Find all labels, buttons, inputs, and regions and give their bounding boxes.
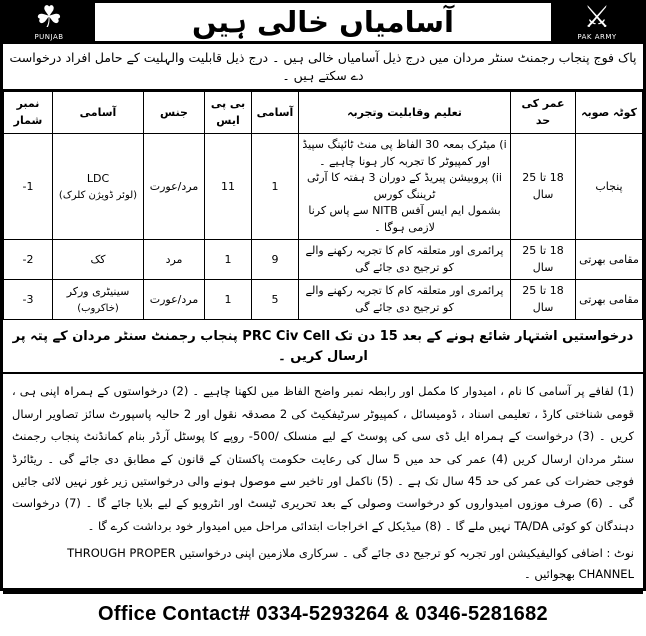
cell-post-name	[53, 134, 144, 240]
vacancy-table	[3, 91, 643, 320]
post-name-urdu: (خاکروب)	[77, 302, 119, 314]
cell-posts: 9	[252, 240, 299, 280]
table-row	[4, 134, 643, 240]
cell-gender: مرد	[144, 240, 205, 280]
crest-left-icon: ☘ PUNJAB	[34, 0, 64, 41]
column-header-age: عمر کی حد	[511, 92, 576, 134]
cell-serial: 1-	[4, 134, 53, 240]
office-phone-2: 0346-5281682	[415, 602, 548, 625]
cell-posts: 5	[252, 280, 299, 320]
advert-header	[3, 0, 643, 44]
cell-gender: مرد/عورت	[144, 280, 205, 320]
column-header-serial: نمبر شمار	[4, 92, 53, 134]
conditions-section	[3, 374, 643, 543]
title-container	[95, 3, 551, 41]
post-name-urdu: (لوئر ڈویژن کلرک)	[58, 189, 138, 201]
table-row	[4, 280, 643, 320]
qualification-line: بشمول ایم ایس آفس NITB سے پاس کرنا لازمی ہوگا ۔	[308, 204, 501, 234]
post-name-text: کک	[90, 252, 106, 266]
cell-quota: پنجاب	[576, 134, 643, 240]
qualification-line: پرائمری اور متعلقہ کام کا تجربہ رکھنے والے کو ترجیح دی جائے گی	[305, 244, 504, 274]
column-header-gender: جنس	[144, 92, 205, 134]
table-header-row	[4, 92, 643, 134]
cell-qualification	[299, 134, 511, 240]
cell-bps: 11	[205, 134, 252, 240]
punjab-government-crest	[3, 0, 95, 41]
qualification-line: ii) پروبیشن پیریڈ کے دوران 3 ہفتہ کا آرٹی ٹریننگ کورس	[307, 171, 502, 201]
crest-right-icon: ⚔ PAK ARMY	[577, 0, 617, 41]
cell-bps: 1	[205, 240, 252, 280]
page-title: آسامیاں خالی ہیں	[192, 5, 454, 39]
cell-post-name	[53, 280, 144, 320]
office-contact-label: Office Contact#	[98, 602, 251, 625]
table-row	[4, 240, 643, 280]
qualification-line: i) میٹرک بمعہ 30 الفاظ پی منٹ ٹائپنگ سپیڈ اور کمپیوٹر کا تجربہ کار ہونا چاہیے ۔	[302, 138, 507, 168]
cell-serial: 2-	[4, 240, 53, 280]
cell-quota: مقامی بھرتی	[576, 280, 643, 320]
cell-age: 18 تا 25 سال	[511, 134, 576, 240]
cell-post-name	[53, 240, 144, 280]
column-header-quota: کوٹہ صوبہ	[576, 92, 643, 134]
conditions-text: (1) لفافے پر آسامی کا نام ، امیدوار کا مکمل اور رابطہ نمبر واضح الفاظ میں لکھنا چاہیے ۔ (2) درخواستوں کے ہمراہ اپنی ہی ، قومی شناختی کارڈ ، تعلیمی اسناد ، ڈومیسائل ، کمپیوٹر سرٹیفکیٹ کی 2 مصدقہ نقول اور 2 حالیہ پاسپورٹ سائز تصاویر ارسال کریں ۔ (3) درخواست کے ہمراہ ایل ڈی سی کی پوسٹ کے لیے منسلک /500- روپے کا پوسٹل آرڈر بنام کمانڈنٹ پنجاب رجمنٹ سنٹر مردان ارسال کریں (4) عمر کی حد میں 5 سال کی رعایت حکومت پاکستان کے قانون کے مطابق دی جائے گی ۔ ریٹائرڈ فوجی حضرات کی عمر کی حد 45 سال تک ہے ۔ (5) ناکمل اور تاخیر سے موصول ہونے والی درخواستیں زیر غور نہیں لائی جائیں گی ۔ (6) صرف موزوں امیدواروں کو درخواست وصولی کے بعد تحریری ٹیسٹ اور انٹرویو کے لیے بلایا جائے گا ۔ (7) درخواست دہندگان کو کوئی TA/DA نہیں ملے گا ۔ (8) میڈیکل کے اخراجات ابتدائی مراحل میں امیدوار خود برداشت کرے گا ۔	[12, 384, 635, 533]
column-header-qualification: تعلیم وقابلیت وتجربہ	[299, 92, 511, 134]
application-address-line: درخواستیں اشتہار شائع ہونے کے بعد 15 دن تک PRC Civ Cell پنجاب رجمنٹ سنٹر مردان کے پتہ پر ارسال کریں ۔	[3, 320, 643, 374]
cell-qualification	[299, 240, 511, 280]
qualification-line: پرائمری اور متعلقہ کام کا تجربہ رکھنے والے کو ترجیح دی جائے گی	[305, 284, 504, 314]
column-header-bps: بی پی ایس	[205, 92, 252, 134]
cell-qualification	[299, 280, 511, 320]
pakistan-army-crest	[551, 0, 643, 41]
phone-separator: &	[394, 602, 410, 625]
office-phone-1: 0334-5293264	[256, 602, 389, 625]
column-header-posts: آسامی	[252, 92, 299, 134]
cell-posts: 1	[252, 134, 299, 240]
cell-gender: مرد/عورت	[144, 134, 205, 240]
cell-serial: 3-	[4, 280, 53, 320]
cell-age: 18 تا 25 سال	[511, 280, 576, 320]
column-header-post-name: آسامی	[53, 92, 144, 134]
office-contact-footer	[3, 591, 643, 636]
note-text: نوٹ : اضافی کوالیفیکیشن اور تجربہ کو ترجیح دی جائے گی ۔ سرکاری ملازمین اپنی درخواستیں THROUGH PROPER CHANNEL بھجوائیں ۔	[67, 546, 634, 581]
intro-text: پاک فوج پنجاب رجمنٹ سنٹر مردان میں درج ذیل آسامیاں خالی ہیں ۔ درج ذیل قابلیت والہلیت کے حامل افراد درخواست دے سکتے ہیں ۔	[3, 44, 643, 91]
cell-quota: مقامی بھرتی	[576, 240, 643, 280]
post-name-text: LDC	[86, 172, 110, 185]
cell-age: 18 تا 25 سال	[511, 240, 576, 280]
post-name-text: سینیٹری ورکر	[66, 285, 130, 298]
cell-bps: 1	[205, 280, 252, 320]
